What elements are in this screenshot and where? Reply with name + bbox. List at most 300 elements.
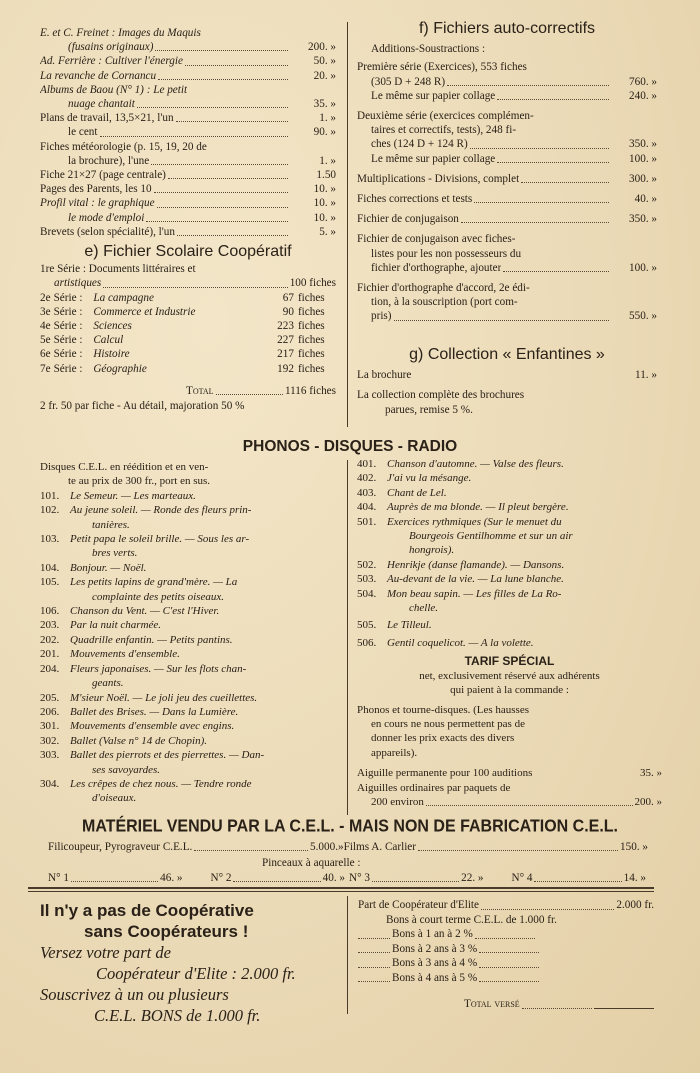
blank (358, 967, 390, 968)
disque-number (357, 529, 387, 543)
bon-1-label: Bons à 1 an à 2 % (392, 928, 473, 940)
disque-number: 103. (40, 533, 60, 546)
pinceau-1-label: N° 1 (48, 872, 69, 884)
serie-unit: fiches (297, 305, 325, 318)
disque-row (40, 489, 340, 503)
disques-left-list (40, 489, 340, 806)
disque-title: chelle. (409, 602, 439, 615)
disque-title: Gentil coquelicot. — A la volette. (387, 636, 534, 649)
serie-count: 223 (277, 320, 294, 333)
first-serie-line2 (40, 276, 336, 290)
part-value: 2.000 fr. (616, 899, 654, 911)
disque-title: d'oiseaux. (92, 792, 137, 805)
disque-number: 504. (357, 587, 377, 600)
part-label: Part de Coopérateur d'Elite (358, 899, 479, 911)
disque-number (40, 763, 70, 777)
serie-count: 67 (282, 291, 294, 304)
pinceaux-row (48, 871, 646, 885)
price-note-text: 2 fr. 50 par fiche - Au détail, majoration 50 % (40, 400, 245, 413)
disque-row (357, 636, 662, 650)
auto-item-row (357, 137, 657, 151)
aiguilles-price: 200. » (634, 795, 662, 808)
first-serie-count: 100 fiches (289, 277, 336, 290)
total-verse-label: Total versé (464, 998, 520, 1010)
catalogue-item-row (40, 26, 336, 40)
fichiers-auto-section (357, 22, 657, 324)
catalogue-item-row (40, 196, 336, 210)
disque-title: tanières. (92, 518, 130, 531)
aiguille-row (357, 766, 662, 780)
auto-item-row (357, 192, 657, 206)
disque-row (40, 676, 340, 690)
first-serie-line (40, 262, 336, 276)
disque-title: Mouvements d'ensemble. (70, 648, 180, 661)
serie-count: 227 (277, 334, 294, 347)
disque-title: Chanson d'automne. — Valse des fleurs. (387, 458, 564, 470)
auto-item-row (357, 247, 657, 261)
bon-4-label: Bons à 4 ans à 5 % (392, 971, 478, 984)
aiguilles-line: Aiguilles ordinaires par paquets de (357, 781, 511, 794)
serie-word: Série : (53, 305, 83, 318)
total-row (40, 384, 336, 398)
disque-number: 404. (357, 501, 377, 514)
disque-number: 201. (40, 648, 60, 661)
pinceau-3-label: N° 3 (349, 872, 370, 884)
series-list (40, 291, 336, 376)
disque-title: Quadrille enfantin. — Petits pantins. (70, 633, 233, 646)
disque-row (40, 503, 340, 517)
auto-item-label: (305 D + 248 R) (371, 75, 446, 88)
disque-title: Par la nuit charmée. (70, 619, 162, 632)
disque-row (40, 590, 340, 604)
pinceau-2-label: N° 2 (210, 872, 232, 884)
disque-row (357, 543, 662, 557)
fichiers-auto-subtitle: Additions-Soustractions : (371, 43, 486, 56)
total-verse-row (358, 997, 654, 1012)
filicoupeur-label: Filicoupeur, Pyrograveur C.E.L. (48, 841, 193, 853)
auto-item-label: listes pour les non possesseurs du (371, 247, 522, 260)
auto-item-label: Première série (Exercices), 553 fiches (357, 61, 527, 74)
disque-row (40, 662, 340, 676)
bon-3-row (358, 956, 654, 971)
collection-line2: parues, remise 5 %. (385, 403, 473, 416)
serie-number: 2e (40, 291, 51, 304)
disque-title: Au jeune soleil. — Ronde des fleurs prin- (70, 504, 252, 517)
disque-row (40, 705, 340, 719)
auto-item-label: Fichier de conjugaison avec fiches- (357, 233, 516, 246)
catalogue-item-row (40, 211, 336, 225)
disque-row (357, 486, 662, 500)
catalogue-item-price: 200. » (308, 41, 336, 54)
disque-title: Les petits lapins de grand'mère. — La (70, 576, 238, 589)
catalogue-item-label: le mode d'emploi (68, 211, 145, 224)
disque-title: Ballet (Valse n° 14 de Chopin). (70, 734, 207, 747)
disque-number (40, 518, 70, 532)
disque-number: 303. (40, 749, 60, 762)
bon-4-row (358, 971, 654, 986)
auto-item-row (357, 281, 657, 295)
aiguilles-label: 200 environ (371, 795, 424, 808)
auto-item-row (357, 109, 657, 123)
disque-title: ses savoyardes. (92, 763, 161, 776)
dots (479, 952, 539, 953)
double-rule-top (28, 887, 654, 889)
films-label: »Films A. Carlier (338, 841, 417, 853)
auto-item-label: taires et correctifs, tests), 248 fi- (371, 124, 517, 137)
auto-item-price: 300. » (629, 172, 657, 185)
serie-word: Série : (53, 320, 83, 333)
total-label: Total (186, 384, 214, 397)
auto-item-row (357, 212, 657, 226)
auto-item-price: 760. » (629, 75, 657, 88)
catalogue-item-row (40, 111, 336, 125)
catalogue-item-row (40, 97, 336, 111)
first-serie-label: 1re Série : Documents littéraires et (40, 263, 196, 276)
dots (474, 202, 609, 203)
serie-word: Série : (53, 291, 83, 304)
tarif-line2: qui paient à la commande : (450, 684, 569, 697)
enfantines-section (357, 348, 657, 417)
auto-item-price: 40. » (634, 193, 657, 206)
bon-3-label: Bons à 3 ans à 4 % (392, 957, 478, 969)
dots (157, 207, 288, 208)
catalogue-item-row (40, 69, 336, 83)
catalogue-item-price: 90. » (313, 126, 336, 139)
serie-name: Géographie (93, 362, 147, 375)
serie-row (40, 362, 336, 376)
disque-title: Bonjour. — Noël. (70, 561, 147, 574)
blank (358, 952, 390, 953)
disque-row (40, 518, 340, 532)
catalogue-item-price: 5. » (319, 225, 336, 238)
disque-row (357, 587, 662, 601)
catalogue-item-label: Profil vital : le graphique (40, 197, 155, 210)
dots (158, 79, 288, 80)
disque-number: 302. (40, 734, 60, 747)
disque-row (357, 457, 662, 471)
pinceaux-label: Pinceaux à aquarelle : (262, 857, 361, 869)
disque-number: 205. (40, 691, 60, 704)
aiguilles-row (357, 795, 662, 809)
dots (475, 938, 535, 939)
pinceau-3-price: 22. » (461, 872, 484, 884)
serie-row (40, 347, 336, 361)
disque-row (357, 471, 662, 485)
catalogue-item-row (40, 40, 336, 54)
appeal-line6: C.E.L. BONS de 1.000 fr. (94, 1006, 261, 1025)
serie-number: 4e (40, 320, 51, 333)
auto-item-label: ches (124 D + 124 R) (371, 138, 468, 151)
disque-number: 502. (357, 558, 377, 571)
left-price-list (40, 26, 336, 239)
disque-title: Chant de Lel. (387, 486, 447, 499)
catalogue-item-label: Albums de Baou (N° 1) : Le petit (40, 83, 188, 96)
disque-number: 403. (357, 486, 377, 499)
dots (479, 981, 539, 982)
catalogue-item-price: 10. » (313, 197, 336, 210)
serie-count: 192 (277, 362, 294, 375)
disque-row (40, 633, 340, 647)
auto-item-row (357, 75, 657, 89)
disque-row (40, 691, 340, 705)
filicoupeur-row (48, 840, 338, 854)
auto-item-label: Fichier d'orthographe d'accord, 2e édi- (357, 282, 530, 295)
disque-number: 104. (40, 561, 60, 574)
fichier-scolaire-title: e) Fichier Scolaire Coopératif (84, 243, 292, 260)
auto-item-label: Le même sur papier collage (371, 89, 496, 102)
serie-row (40, 291, 336, 305)
catalogue-item-price: 10. » (313, 211, 336, 224)
disque-number: 505. (357, 619, 377, 632)
serie-count: 217 (277, 348, 294, 361)
materiel-title: MATÉRIEL VENDU PAR LA C.E.L. - MAIS NON DE FABRICATION C.E.L. (81, 817, 618, 836)
auto-item-price: 350. » (629, 138, 657, 151)
serie-number: 7e (40, 362, 51, 375)
dots (372, 881, 459, 882)
dots (137, 107, 288, 108)
serie-unit: fiches (297, 320, 325, 333)
disque-number: 106. (40, 605, 60, 618)
disque-row (40, 647, 340, 661)
dots (216, 394, 283, 395)
disques-right-list (357, 457, 662, 650)
catalogue-item-price: 20. » (313, 69, 336, 82)
films-row (338, 840, 648, 854)
disque-title: M'sieur Noël. — Le joli jeu des cueillettes. (70, 691, 258, 704)
disque-number: 506. (357, 636, 377, 649)
phonos-line3: donner les prix exacts des divers (371, 732, 515, 745)
bon-2-label: Bons à 2 ans à 3 % (392, 942, 478, 955)
dots (461, 222, 609, 223)
auto-item-label: Le même sur papier collage (371, 152, 496, 165)
disque-row (357, 515, 662, 529)
disque-number: 203. (40, 619, 60, 632)
auto-item-row (357, 232, 657, 246)
phonos-title: PHONOS - DISQUES - RADIO (242, 438, 458, 455)
dots (176, 121, 288, 122)
serie-name: La campagne (93, 291, 154, 304)
dots (177, 235, 288, 236)
disque-number (40, 676, 70, 690)
catalogue-item-price: 1. » (319, 112, 336, 125)
pinceau-2-price: 40. » (322, 872, 345, 884)
appeal-line1: Il n'y a pas de Coopérative (40, 901, 254, 920)
disque-number: 101. (40, 489, 60, 502)
pinceau-1-price: 46. » (160, 872, 183, 884)
column-divider-top (347, 22, 348, 427)
dots (522, 1008, 592, 1009)
column-divider-middle (347, 460, 348, 815)
disque-number (40, 590, 70, 604)
disque-number: 206. (40, 705, 60, 718)
catalogue-item-label: le cent (68, 126, 98, 139)
auto-item-price: 350. » (629, 213, 657, 226)
disque-row (40, 748, 340, 762)
auto-item-label: tion, à la souscription (port com- (371, 296, 518, 309)
disque-title: Exercices rythmiques (Sur le menuet du (387, 515, 562, 528)
dots (534, 881, 621, 882)
disque-title: Les crêpes de chez nous. — Tendre ronde (70, 777, 252, 790)
disque-number (357, 601, 387, 615)
serie-name: Commerce et Industrie (93, 305, 196, 318)
catalogue-item-row (40, 140, 336, 154)
catalogue-item-label: Plans de travail, 13,5×21, l'un (40, 112, 174, 125)
serie-name: Histoire (93, 348, 130, 361)
blank (358, 938, 390, 939)
serie-number: 3e (40, 305, 51, 318)
appeal-line3: Versez votre part de (40, 943, 171, 962)
aiguille-label: Aiguille permanente pour 100 auditions (357, 767, 533, 780)
phonos-line1: Phonos et tourne-disques. (Les hausses (357, 703, 530, 716)
disque-row (40, 777, 340, 791)
disque-number: 102. (40, 504, 60, 517)
bon-1-row (358, 927, 654, 942)
appeal-line4: Coopérateur d'Elite : 2.000 fr. (96, 964, 296, 983)
disque-row (357, 529, 662, 543)
dots (426, 805, 633, 806)
serie-row (40, 333, 336, 347)
serie-number: 5e (40, 334, 51, 347)
disque-row (40, 618, 340, 632)
auto-item-price: 100. » (629, 152, 657, 165)
dots (479, 967, 539, 968)
auto-item-label: Fiches corrections et tests (357, 193, 473, 206)
auto-item-label: Fichier de conjugaison (357, 213, 459, 226)
disque-title: Ballet des Brises. — Dans la Lumière. (70, 705, 239, 718)
dots (155, 50, 288, 51)
dots (185, 65, 288, 66)
catalogue-item-label: Fiches météorologie (p. 15, 19, 20 de (40, 140, 207, 153)
dots (497, 99, 609, 100)
disque-number: 402. (357, 472, 377, 485)
brochure-row (357, 368, 657, 382)
auto-item-price: 240. » (629, 89, 657, 102)
cooperative-appeal (40, 900, 340, 1026)
disque-number (40, 546, 70, 560)
catalogue-item-row (40, 225, 336, 239)
disque-title: Le Semeur. — Les marteaux. (70, 489, 196, 502)
court-terme: Bons à court terme C.E.L. de 1.000 fr. (386, 913, 557, 926)
serie-unit: fiches (297, 291, 325, 304)
catalogue-item-price: 1.50 (316, 169, 336, 182)
dots (168, 178, 288, 179)
dots (470, 148, 609, 149)
films-price: 150. » (620, 841, 648, 853)
dots (146, 221, 288, 222)
disque-number: 501. (357, 515, 377, 528)
disque-title: Ballet des pierrots et des pierrettes. — Dan- (70, 749, 265, 762)
catalogue-item-row (40, 168, 336, 182)
dots (103, 287, 287, 288)
disque-number (40, 791, 70, 805)
auto-item-row (357, 172, 657, 186)
disque-title: Chanson du Vent. — C'est l'Hiver. (70, 605, 220, 618)
disque-number: 204. (40, 662, 60, 675)
disque-row (357, 618, 662, 632)
auto-item-row (357, 89, 657, 103)
catalogue-item-label: nuage chantait (68, 98, 135, 111)
brochure-label: La brochure (357, 369, 412, 382)
catalogue-item-price: 35. » (313, 98, 336, 111)
disque-title: bres verts. (92, 547, 138, 560)
catalogue-item-row (40, 125, 336, 139)
phonos-line4: appareils). (371, 746, 418, 759)
dots (447, 85, 609, 86)
disques-left (40, 460, 340, 806)
auto-item-row (357, 261, 657, 275)
auto-item-label: Multiplications - Divisions, complet (357, 172, 520, 185)
appeal-line2: sans Coopérateurs ! (84, 922, 249, 941)
dots (481, 909, 614, 910)
disque-row (40, 604, 340, 618)
pinceau-4-label: N° 4 (511, 872, 533, 884)
disque-row (357, 572, 662, 586)
dots (194, 850, 308, 851)
disque-title: Mon beau sapin. — Les filles de La Ro- (387, 587, 562, 600)
auto-item-row (357, 123, 657, 137)
auto-item-price: 100. » (629, 261, 657, 274)
disque-row (40, 763, 340, 777)
disque-title: complainte des petits oiseaux. (92, 590, 224, 603)
tarif-title: TARIF SPÉCIAL (464, 654, 555, 669)
serie-unit: fiches (297, 334, 325, 347)
disque-number: 503. (357, 573, 377, 586)
disque-number: 105. (40, 576, 60, 589)
dots (71, 881, 158, 882)
auto-list (357, 60, 657, 323)
catalogue-item-label: Pages des Parents, les 10 (40, 183, 152, 196)
disque-title: J'ai vu la mésange. (387, 472, 472, 485)
serie-row (40, 305, 336, 319)
catalogue-item-price: 10. » (313, 183, 336, 196)
double-rule-bottom (28, 891, 654, 892)
disque-row (357, 558, 662, 572)
tarif-line1: net, exclusivement réservé aux adhérents (419, 669, 600, 682)
enfantines-title: g) Collection « Enfantines » (409, 346, 605, 363)
disque-row (40, 532, 340, 546)
dots (154, 192, 288, 193)
serie-name: Calcul (93, 334, 124, 347)
disque-title: Bourgeois Gentilhomme et sur un air (409, 530, 573, 543)
dots (418, 850, 618, 851)
bons-section (358, 898, 654, 1012)
catalogue-item-label: Brevets (selon spécialité), l'un (40, 225, 175, 238)
serie-count: 90 (282, 305, 294, 318)
phonos-line2: en cours ne nous permettent pas de (371, 717, 525, 730)
total-value: 1116 fiches (284, 384, 336, 397)
auto-item-row (357, 60, 657, 74)
catalogue-item-label: E. et C. Freinet : Images du Maquis (40, 27, 201, 39)
disque-title: Mouvements d'ensemble avec engins. (70, 720, 235, 733)
fichier-scolaire-section (40, 245, 336, 413)
dots (100, 136, 288, 137)
auto-item-label: fichier d'orthographe, ajouter (371, 261, 502, 274)
auto-item-row (357, 152, 657, 166)
disque-row (357, 601, 662, 615)
auto-item-row (357, 295, 657, 309)
dots (151, 164, 288, 165)
serie-row (40, 319, 336, 333)
dots (503, 271, 609, 272)
disque-number: 301. (40, 720, 60, 733)
disque-title: Petit papa le soleil brille. — Sous les ar- (70, 533, 250, 546)
catalogue-item-row (40, 83, 336, 97)
dots (233, 881, 320, 882)
blank (358, 981, 390, 982)
serie-unit: fiches (297, 362, 325, 375)
catalogue-item-row (40, 54, 336, 68)
auto-item-price: 550. » (629, 310, 657, 323)
